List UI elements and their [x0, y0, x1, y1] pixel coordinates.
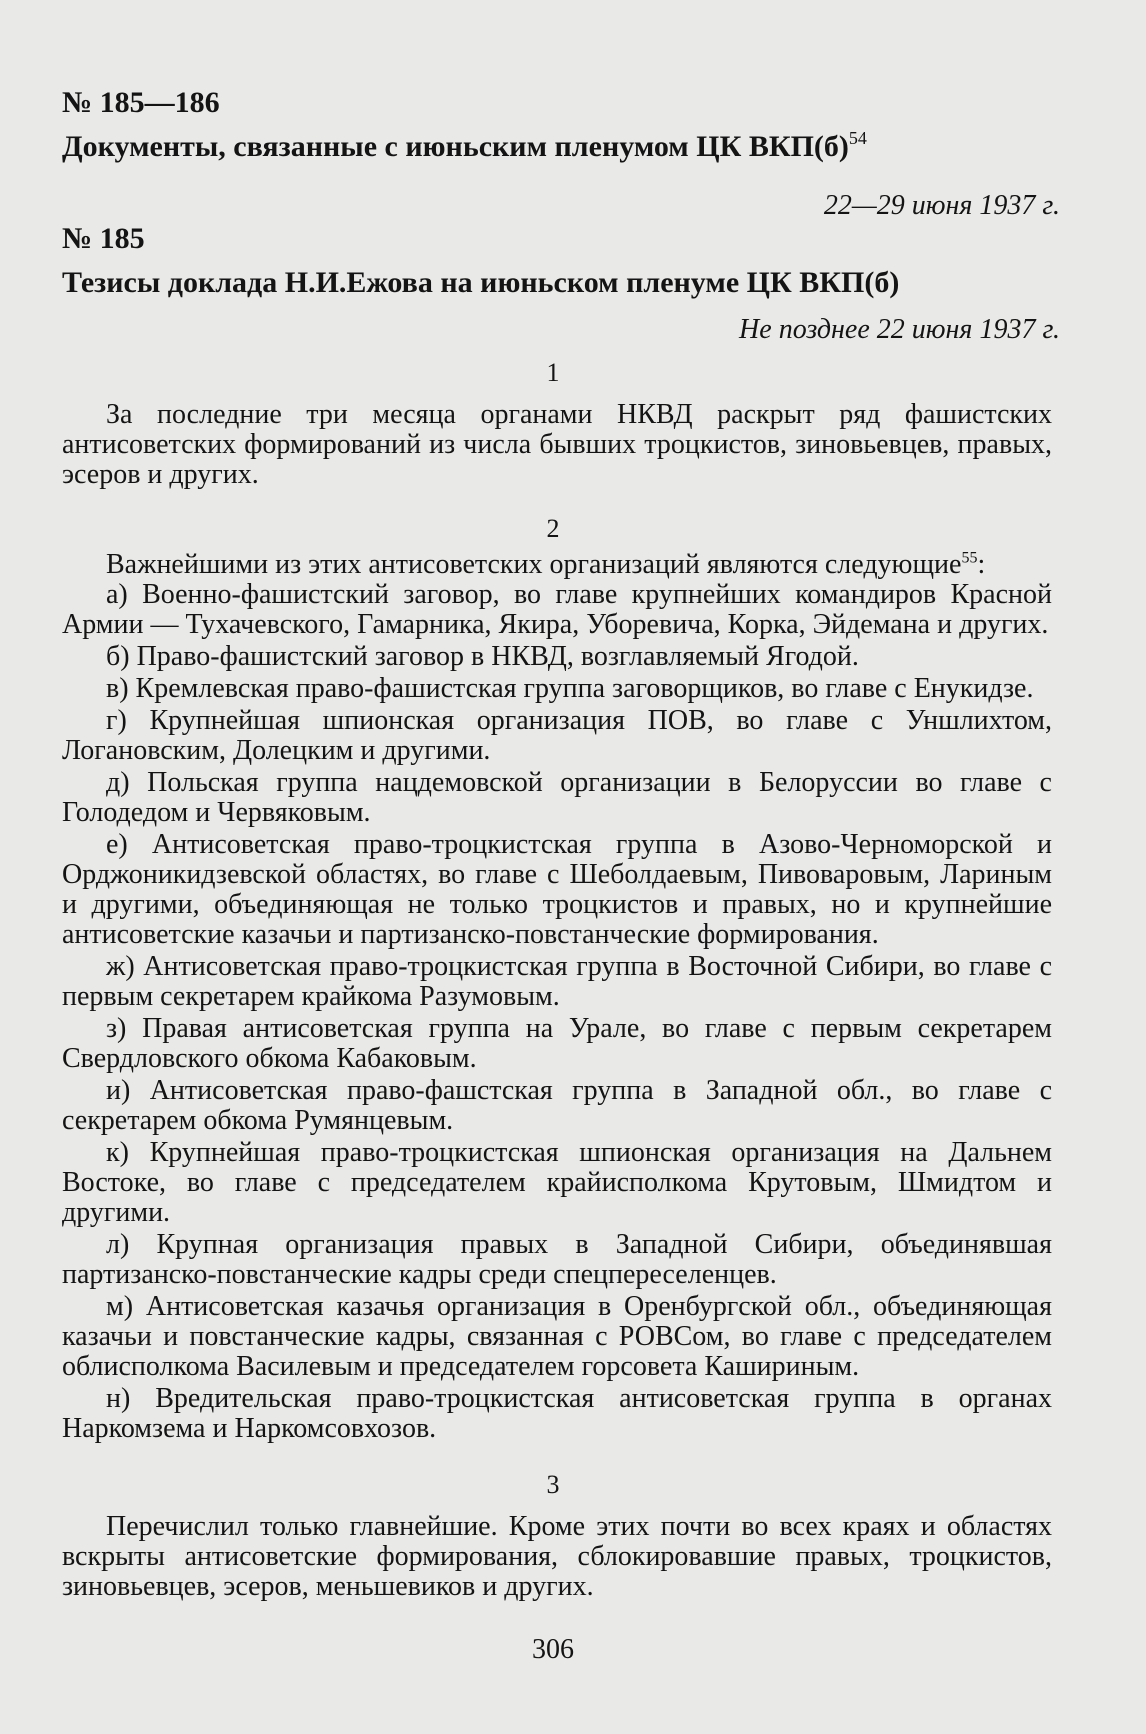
list-item: м) Антисоветская казачья организация в Оренбургской обл., объединяющая казачьи и повстанческие кадры, связанная с РОВСом, во главе с председателем облисполкома Василевым и председателем горсовета Кашириным.	[62, 1291, 1052, 1382]
list-item: д) Польская группа нацдемовской организации в Белоруссии во главе с Голодедом и Червяковым.	[62, 767, 1052, 828]
document-title: Тезисы доклада Н.И.Ежова на июньском пленуме ЦК ВКП(б)	[62, 266, 900, 299]
collection-number: № 185—186	[62, 86, 220, 119]
footnote-ref-54: 54	[848, 128, 867, 148]
section-2-intro-colon: :	[977, 549, 986, 580]
section-marker-3: 3	[546, 1470, 560, 1499]
page-number: 306	[532, 1634, 574, 1665]
section-2-intro	[62, 550, 1052, 580]
section-3-text: Перечислил только главнейшие. Кроме этих почти во всех краях и областях вскрыты антисоветские формирования, сблокировавшие правых, троцкистов, зиновьевцев, эсеров, меньшевиков и других.	[62, 1511, 1052, 1602]
list-item: г) Крупнейшая шпионская организация ПОВ, во главе с Уншлихтом, Логановским, Долецким и другими.	[62, 705, 1052, 766]
collection-title-text: Документы, связанные с июньским пленумом ЦК ВКП(б)	[62, 130, 849, 163]
list-item: б) Право-фашистский заговор в НКВД, возглавляемый Ягодой.	[106, 641, 859, 672]
list-item: н) Вредительская право-троцкистская антисоветская группа в органах Наркомзема и Наркомсовхозов.	[62, 1383, 1052, 1444]
section-1-text: За последние три месяца органами НКВД раскрыт ряд фашистских антисоветских формирований из числа бывших троцкистов, зиновьевцев, правых, эсеров и других.	[62, 399, 1052, 490]
list-item: з) Правая антисоветская группа на Урале, во главе с первым секретарем Свердловского обкома Кабаковым.	[62, 1013, 1052, 1074]
list-item: л) Крупная организация правых в Западной Сибири, объединявшая партизанско-повстанческие кадры среди спецпереселенцев.	[62, 1229, 1052, 1290]
list-item: и) Антисоветская право-фашстская группа в Западной обл., во главе с секретарем обкома Румянцевым.	[62, 1075, 1052, 1136]
organization-list	[62, 580, 1052, 1444]
section-marker-2: 2	[546, 514, 560, 543]
list-item: в) Кремлевская право-фашистская группа заговорщиков, во главе с Енукидзе.	[106, 673, 1034, 704]
collection-date: 22—29 июня 1937 г.	[823, 190, 1060, 221]
list-item: к) Крупнейшая право-троцкистская шпионская организация на Дальнем Востоке, во главе с председателем крайисполкома Крутовым, Шмидтом и другими.	[62, 1137, 1052, 1228]
collection-title	[62, 130, 867, 164]
document-number: № 185	[62, 222, 145, 255]
list-item: е) Антисоветская право-троцкистская группа в Азово-Черноморской и Орджоникидзевской областях, во главе с Шеболдаевым, Пивоваровым, Лариным и другими, объединяющая не только троцкистов и правых, но и крупнейшие антисоветские казачьи и партизанско-повстанческие формирования.	[62, 829, 1052, 950]
section-marker-1: 1	[546, 358, 560, 387]
list-item: а) Военно-фашистский заговор, во главе крупнейших командиров Красной Армии — Тухачевского, Гамарника, Якира, Уборевича, Корка, Эйдемана и других.	[62, 579, 1052, 640]
list-item: ж) Антисоветская право-троцкистская группа в Восточной Сибири, во главе с первым секретарем крайкома Разумовым.	[62, 951, 1052, 1012]
document-date: Не позднее 22 июня 1937 г.	[739, 314, 1060, 345]
section-2-intro-text: Важнейшими из этих антисоветских организаций являются следующие	[106, 549, 962, 580]
footnote-ref-55: 55	[961, 549, 978, 567]
